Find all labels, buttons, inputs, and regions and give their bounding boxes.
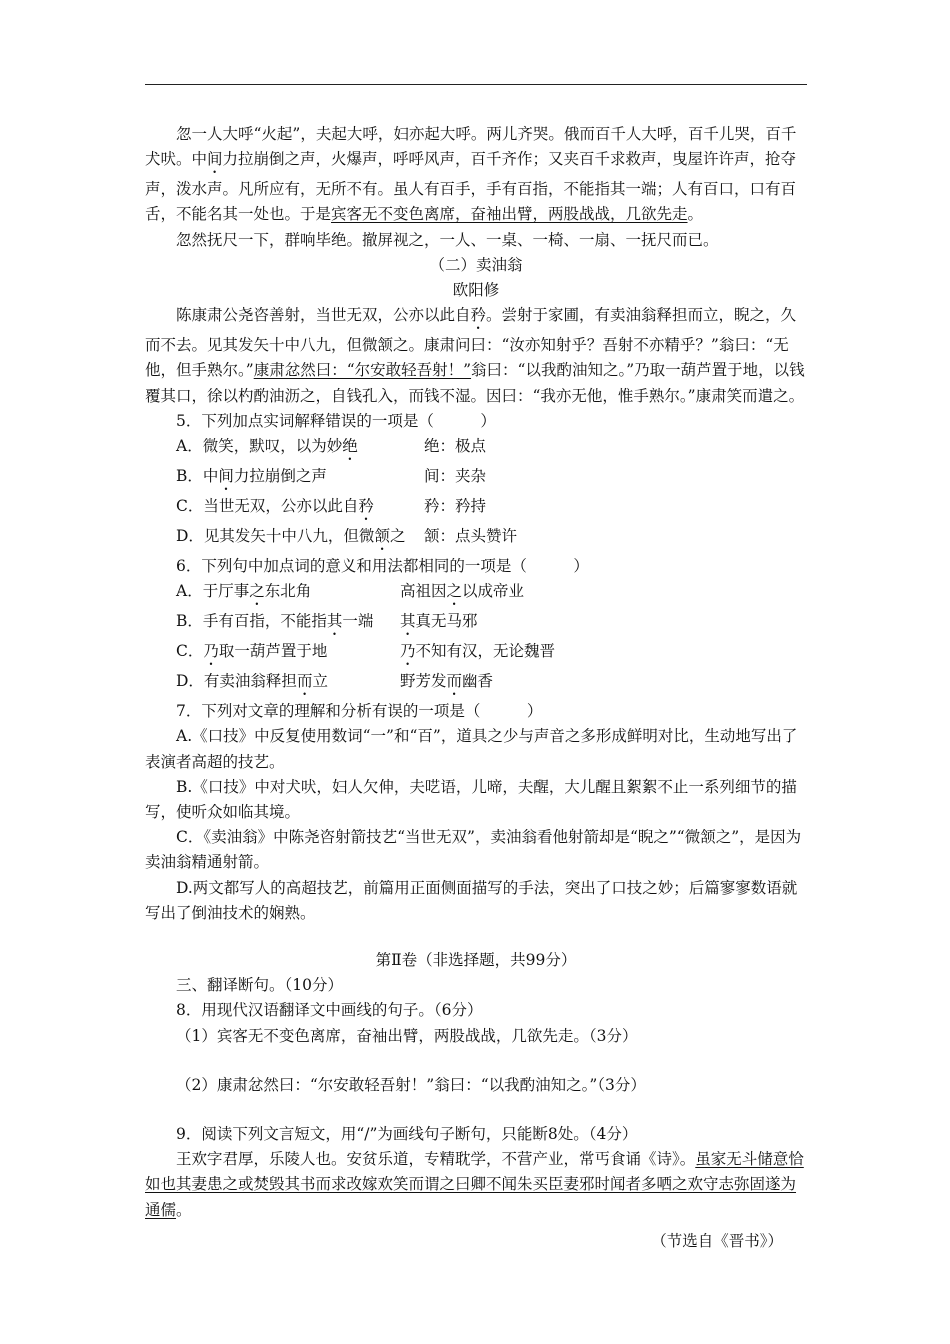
maiyouweng-paragraph: 陈康肃公尧咨善射，当世无双，公亦以此自矜。尝射于家圃，有卖油翁释担而立，睨之，久而不去。见其发矢十中八九，但微颔之。康肃问曰：“汝亦知射乎？吾射不亦精乎？”翁曰：“无他，但手熟尔。”康肃忿然曰：“尔安敢轻吾射！”翁曰：“以我酌油知之。”乃取一葫芦置于地，以钱覆其口，徐以杓酌油沥之，自钱孔入，而钱不湿。因曰：“我亦无他，惟手熟尔。”康肃笑而遣之。	[145, 306, 805, 405]
passage-title: （二）卖油翁	[429, 255, 523, 274]
section-3-heading: 三、翻译断句。（10分）	[176, 976, 343, 995]
q8-item-2: （2）康肃忿然曰：“尔安敢轻吾射！”翁曰：“以我酌油知之。”（3分）	[176, 1075, 646, 1094]
question-7-stem: 7．下列对文章的理解和分析有误的一项是（ ）	[176, 702, 543, 721]
kouji-paragraph-2: 忽然抚尺一下，群响毕绝。撤屏视之，一人、一桌、一椅、一扇、一抚尺而已。	[176, 230, 719, 249]
underlined-sentence-3: 虽家无斗储意恰如也其妻患之或焚毁其书而求改嫁欢笑而谓之曰卿不闻朱买臣妻邪时闻者多哂之欢守志弥固遂为通儒	[145, 1150, 804, 1219]
underlined-sentence-2: 康肃忿然曰：“尔安敢轻吾射！”	[253, 361, 472, 380]
passage-author: 欧阳修	[452, 281, 500, 300]
question-5-stem: 5．下列加点实词解释错误的一项是（ ）	[176, 411, 496, 430]
q7-option-c: C．《卖油翁》中陈尧咨射箭技艺“当世无双”，卖油翁看他射箭却是“睨之”“微颔之”，是因为卖油翁精通射箭。	[145, 828, 802, 872]
header-rule	[145, 84, 807, 85]
question-8-stem: 8．用现代汉语翻译文中画线的句子。（6分）	[176, 1001, 483, 1020]
answer-space-1	[145, 1049, 807, 1073]
q5-option-d: D．见其发矢十中八九，但微颔之 颔：点头赞许	[176, 527, 518, 546]
question-6-stem: 6．下列句中加点词的意义和用法都相同的一项是（ ）	[176, 557, 589, 576]
question-9-stem: 9．阅读下列文言短文，用“/”为画线句子断句，只能断8处。（4分）	[176, 1125, 638, 1144]
spacer	[145, 926, 807, 948]
q8-item-1: （1）宾客无不变色离席，奋袖出臂，两股战战，几欲先走。（3分）	[176, 1026, 638, 1045]
dotted-word: 间	[207, 150, 223, 169]
q6-option-b: B．手有百指，不能指其一端 其真无马邪	[176, 612, 478, 631]
q6-option-a: A．于厅事之东北角 高祖因之以成帝业	[176, 582, 525, 601]
q7-option-d: D.两文都写人的高超技艺，前篇用正面侧面描写的手法，突出了口技之妙；后篇寥寥数语就写出了倒油技术的娴熟。	[145, 878, 798, 922]
kouji-paragraph-1: 忽一人大呼“火起”，夫起大呼，妇亦起大呼。两儿齐哭。俄而百千人大呼，百千儿哭，百千犬吠。中间力拉崩倒之声，火爆声，呼呼风声，百千齐作；又夹百千求救声，曳屋许许声，抢夺声，泼水声。凡所应有，无所不有。虽人有百手，手有百指，不能指其一端；人有百口，口有百舌，不能名其一处也。于是宾客无不变色离席，奋袖出臂，两股战战，几欲先走。	[145, 125, 797, 224]
answer-space-2	[145, 1098, 807, 1122]
exam-page	[145, 122, 807, 1254]
part-2-heading: 第Ⅱ卷（非选择题，共99分）	[375, 951, 577, 970]
q6-option-c: C．乃取一葫芦置于地 乃不知有汉，无论魏晋	[176, 642, 556, 661]
q9-passage: 王欢字君厚，乐陵人也。安贫乐道，专精耽学，不营产业，常丐食诵《诗》。虽家无斗储意恰如也其妻患之或焚毁其书而求改嫁欢笑而谓之曰卿不闻朱买臣妻邪时闻者多哂之欢守志弥固遂为通儒。	[145, 1150, 804, 1219]
underlined-sentence-1: 宾客无不变色离席，奋袖出臂，两股战战，几欲先走	[331, 205, 688, 224]
q5-option-b: B．中间力拉崩倒之声 间：夹杂	[176, 467, 487, 486]
q5-option-c: C．当世无双，公亦以此自矜 矜：矜持	[176, 497, 487, 516]
dotted-word: 矜	[470, 306, 487, 325]
q5-option-a: A．微笑，默叹，以为妙绝 绝：极点	[176, 437, 487, 456]
q7-option-a: A.《口技》中反复使用数词“一”和“百”，道具之少与声音之多形成鲜明对比，生动地写出了表演者高超的技艺。	[145, 727, 798, 771]
source-citation: （节选自《晋书》）	[651, 1231, 783, 1250]
q6-option-d: D．有卖油翁释担而立 野芳发而幽香	[176, 672, 494, 691]
q7-option-b: B.《口技》中对犬吠，妇人欠伸，夫呓语，儿啼，夫醒，大儿醒且絮絮不止一系列细节的描写，使听众如临其境。	[145, 777, 797, 822]
